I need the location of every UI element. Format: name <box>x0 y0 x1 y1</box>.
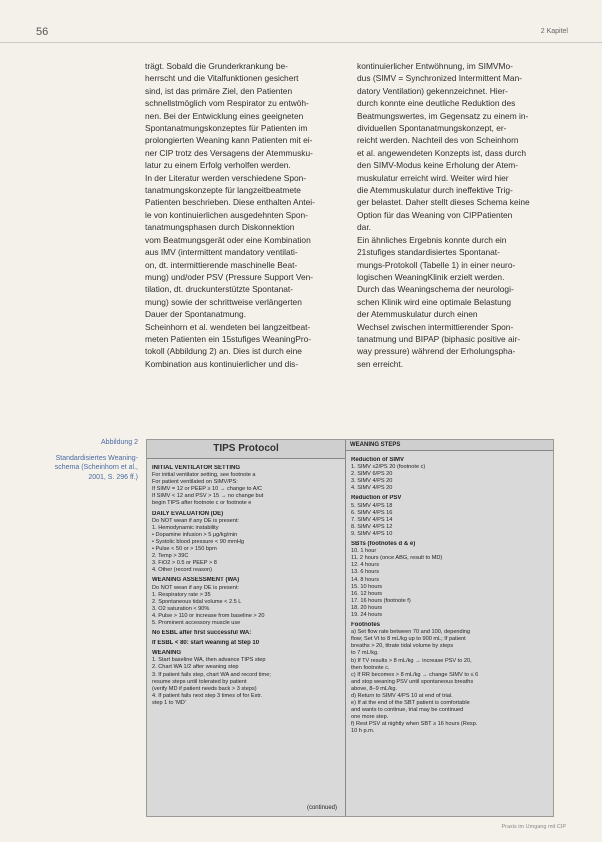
figure-right-panel <box>346 440 553 816</box>
text-line: Ein ähnliches Ergebnis konnte durch ein <box>357 234 507 245</box>
text-line: tanatmungsphasen durch Diskonnektion <box>145 222 295 233</box>
text-line: den SIMV-Modus keine Erholung der Atem- <box>357 160 519 171</box>
text-line: mung) sowie der schrittweise verlängerten <box>145 296 302 307</box>
figure-line: flow; Set Vt to 8 mL/kg up to 900 mL; If patient <box>351 636 466 643</box>
text-line: Dauer der Spontanatmung. <box>145 309 247 320</box>
figure-section-heading: INITIAL VENTILATOR SETTING <box>152 465 241 471</box>
figure-line: 10. 1 hour <box>351 548 377 555</box>
text-line: mungs-Protokoll (Tabelle 1) in einer neuro- <box>357 259 516 270</box>
figure-section-heading: Reduction of PSV <box>351 495 402 502</box>
page-footer: Praxis im Umgang mit CIP <box>501 824 566 830</box>
figure-line: 3. If patient fails step, chart WA and record time; <box>152 671 271 678</box>
figure-line: 3. FiO2 > 0.5 or PEEP > 8 <box>152 560 217 567</box>
figure-line: 9. SIMV 4/PS 10 <box>351 530 393 537</box>
text-line: Option für das Weaning von CIPPatienten <box>357 209 513 220</box>
text-line: meten Patienten ein 15stufiges WeaningPro- <box>145 333 312 344</box>
figure-left-panel <box>147 440 346 816</box>
figure-line: 1. SIMV ≤2/PS 20 (footnote c) <box>351 464 426 471</box>
figure-section-heading: Reduction of SIMV <box>351 457 404 463</box>
figure-section-heading: DAILY EVALUATION (DE) <box>152 510 224 517</box>
figure-line: a) Set flow rate between 70 and 100, depending <box>351 629 471 636</box>
figure-line: For initial ventilator setting, see footnote a <box>152 472 256 479</box>
figure-line: step 1 to 'MD' <box>152 699 186 706</box>
text-line: et al. angewendeten Konzepts ist, dass durch <box>357 147 527 158</box>
figure-line: 7. SIMV 4/PS 14 <box>351 516 393 523</box>
running-header <box>0 26 602 43</box>
text-line: logischen WeaningKlinik erzielt werden. <box>357 271 505 282</box>
figure-line: 6. SIMV 4/PS 16 <box>351 509 393 516</box>
figure-line: 17. 16 hours (footnote f) <box>351 597 411 604</box>
weaning-steps-header: WEANING STEPS <box>346 440 553 451</box>
figure-right-content <box>346 451 553 739</box>
figure-line: • Pulse < 50 or > 150 bpm <box>152 546 217 553</box>
figure-section-heading: If ESBL < 80: start weaning at Step 10 <box>152 640 260 647</box>
text-line: 21stufiges standardisiertes Spontanat- <box>357 247 500 258</box>
figure-line: Do NOT wean if any DE is present: <box>152 584 239 591</box>
figure-section-heading: WEANING <box>152 650 181 657</box>
figure-line: 15. 10 hours <box>351 583 383 590</box>
text-line: schen Klinik wird eine optimale Belastung <box>357 296 512 307</box>
figure-line: Do NOT wean if any DE is present: <box>152 517 239 524</box>
figure-line: f) Rest PSV at nightly when SBT ≥ 16 hours (Resp. <box>351 721 478 728</box>
figure-line: breaths > 20, titrate tidal volume by steps <box>351 643 454 650</box>
figure-line: • Systolic blood pressure < 90 mmHg <box>152 538 244 545</box>
figure-section-heading: No ESBL after first successful WA: <box>152 630 252 637</box>
figure-line: and stop weaning PSV until spontaneous breaths <box>351 678 474 685</box>
figure-line: • Dopamine infusion > 5 μg/kg/min <box>152 531 238 538</box>
text-line: herrscht und die Vitalfunktionen gesichert <box>145 73 299 84</box>
text-line: ner CIP trotz des Versagens der Atemmusku- <box>145 147 313 158</box>
text-line: reicht werden. Nachteil des von Scheinhorn <box>357 135 519 146</box>
figure-line: 2. Temp > 39C <box>152 553 189 560</box>
figure-caption-text: Standardisiertes Weaning-schema (Scheinhorn et al., 2001, S. 296 ff.) <box>54 454 138 481</box>
figure-line: 3. O2 saturation < 90% <box>152 605 210 612</box>
text-line: dus (SIMV = Synchronized Intermittent Man- <box>357 73 523 84</box>
text-line: durch konnte eine deutliche Reduktion des <box>357 98 516 109</box>
page-number: 56 <box>36 26 49 38</box>
text-line: tanatmung und BIPAP (biphasic positive air- <box>357 333 521 344</box>
figure-line: 2. SIMV 6/PS 20 <box>351 471 393 478</box>
text-line: aus IMV (intermittent mandatory ventilati- <box>145 247 298 258</box>
text-line: Beatmungswertes, im Gegensatz zu einem in- <box>357 110 529 121</box>
text-line: vom Beatmungsgerät oder eine Kombination <box>145 234 311 245</box>
figure-line: (verify MD if patient needs back > 3 steps) <box>152 685 257 692</box>
text-line: mung) und/oder PSV (Pressure Support Ven- <box>145 271 314 282</box>
text-line: sind, ist das primäre Ziel, den Patienten <box>145 85 293 96</box>
text-line: In der Literatur werden verschiedene Spon- <box>145 172 307 183</box>
figure-line: 4. If patient fails next step 3 times of for Extr. <box>152 692 263 699</box>
figure-line: 16. 12 hours <box>351 590 383 597</box>
text-line: le von kontinuierlichen ausgedehnten Spon- <box>145 209 308 220</box>
text-line: ger belastet. Daher stellt dieses Schema keine <box>357 197 530 208</box>
figure-line: 5. SIMV 4/PS 18 <box>351 502 393 509</box>
figure-line: 3. SIMV 4/PS 20 <box>351 478 393 485</box>
body-column-right <box>357 60 546 370</box>
figure-line: 13. 6 hours <box>351 569 379 576</box>
figure-line: 5. Prominent accessory muscle use <box>152 619 241 626</box>
figure-line: c) If RR becomes > 8 mL/kg → change SIMV to ≤ 6 <box>351 671 479 678</box>
figure-section-heading: Footnotes <box>351 622 380 629</box>
figure-line: 10 h p.m. <box>351 728 375 735</box>
text-line: way pressure) während der Erholungspha- <box>357 346 516 357</box>
text-line: Kombination aus kontinuierlicher und dis- <box>145 358 299 369</box>
text-line: Wechsel zwischen intermittierender Spon- <box>357 321 514 332</box>
text-line: Durch das Weaningschema der neurologi- <box>357 284 514 295</box>
text-line: Scheinhorn et al. wendeten bei langzeitbeat- <box>145 321 311 332</box>
text-line: prolongierten Weaning kann Patienten mit ei- <box>145 135 313 146</box>
text-line: nen. Bei der Entwicklung eines geeigneten <box>145 110 304 121</box>
text-line: muskulatur erreicht wird. Weiter wird hier <box>357 172 509 183</box>
body-column-left <box>145 60 334 370</box>
figure-line: 4. Other (record reason) <box>152 567 213 574</box>
figure-section-heading: SBTs (footnotes d & e) <box>351 541 416 548</box>
figure-line: to 7 mL/kg. <box>351 650 379 657</box>
figure-line: b) If TV results > 8 mL/kg → increase PSV to 20, <box>351 657 472 664</box>
figure-line: 4. Pulse > 110 or increase from baseline > 20 <box>152 612 265 619</box>
figure-line: begin TIPS after footnote c or footnote e <box>152 500 252 507</box>
figure-title: TIPS Protocol <box>147 440 345 459</box>
text-line: kontinuierlicher Entwöhnung, im SIMVMo- <box>357 61 513 71</box>
figure-left-content <box>147 459 345 710</box>
figure-line: 1. Respiratory rate > 35 <box>152 591 211 598</box>
text-line: dividuellen Spontanatmungskonzept, er- <box>357 123 507 134</box>
text-line: Patienten beschrieben. Diese enthalten Antei- <box>145 197 315 208</box>
figure-line: 4. SIMV 4/PS 20 <box>351 485 393 492</box>
figure-line: 2. Spontaneous tidal volume < 2.5 L <box>152 598 242 605</box>
figure-line: If SIMV = 12 or PEEP ≥ 10 → change to A/C <box>152 486 263 493</box>
figure-line: and wants to continue, trial may be continued <box>351 707 464 714</box>
figure-line: 19. 24 hours <box>351 611 383 618</box>
figure-caption-label: Abbildung 2 <box>101 439 138 446</box>
figure-line: For patient ventilated on SIMV/PS: <box>152 479 238 486</box>
text-line: datory Ventilation) gekennzeichnet. Hier- <box>357 85 508 96</box>
text-line: tilation, dt. druckunterstützte Spontanat- <box>145 284 294 295</box>
text-line: latur zu einem Erfolg verholfen werden. <box>145 160 291 171</box>
text-line: die Atemmuskulatur durch ineffektive Trig- <box>357 185 513 196</box>
text-line: on, dt. intermittierende maschinelle Beat- <box>145 259 298 270</box>
figure-caption <box>40 438 138 482</box>
text-line: schnellstmöglich vom Respirator zu entwöh- <box>145 98 309 109</box>
figure-line: e) If at the end of the SBT patient is comfortable <box>351 700 470 707</box>
figure-line: 14. 8 hours <box>351 576 379 583</box>
chapter-label: 2 Kapitel <box>540 28 568 35</box>
figure-line: then footnote c. <box>351 664 390 671</box>
tips-protocol-figure <box>146 439 554 817</box>
text-line: tanatmungskonzepte für langzeitbeatmete <box>145 185 301 196</box>
text-line: dar. <box>357 222 371 233</box>
text-line: tokoll (Abbildung 2) an. Dies ist durch eine <box>145 346 302 357</box>
figure-line: 1. Start baseline WA, then advance TIPS step <box>152 657 266 664</box>
figure-line: 12. 4 hours <box>351 562 379 569</box>
figure-line: d) Return to SIMV 4/PS 10 at end of trial. <box>351 693 453 699</box>
figure-line: above, 8–9 mL/kg. <box>351 685 398 692</box>
figure-line: 8. SIMV 4/PS 12 <box>351 523 393 530</box>
figure-line: 18. 20 hours <box>351 604 383 611</box>
text-line: sen erreicht. <box>357 358 404 369</box>
text-line: Spontanatmungskonzeptes für Patienten im <box>145 123 308 134</box>
figure-line: If SIMV < 12 and PSV > 15 → no change but <box>152 493 264 500</box>
text-line: trägt. Sobald die Grunderkrankung be- <box>145 61 288 71</box>
figure-section-heading: WEANING ASSESSMENT (WA) <box>152 577 240 584</box>
figure-line: 11. 2 hours (once ABG, result to MD) <box>351 555 443 562</box>
figure-line: resume steps until tolerated by patient <box>152 678 247 685</box>
text-line: der Atemmuskulatur durch einen <box>357 309 478 320</box>
figure-line: one more step. <box>351 714 389 721</box>
figure-continued-note: (continued) <box>306 804 337 811</box>
figure-line: 1. Hemodynamic instability <box>152 524 219 531</box>
figure-line: 2. Chart WA 1/2 after weaning step <box>152 664 239 671</box>
